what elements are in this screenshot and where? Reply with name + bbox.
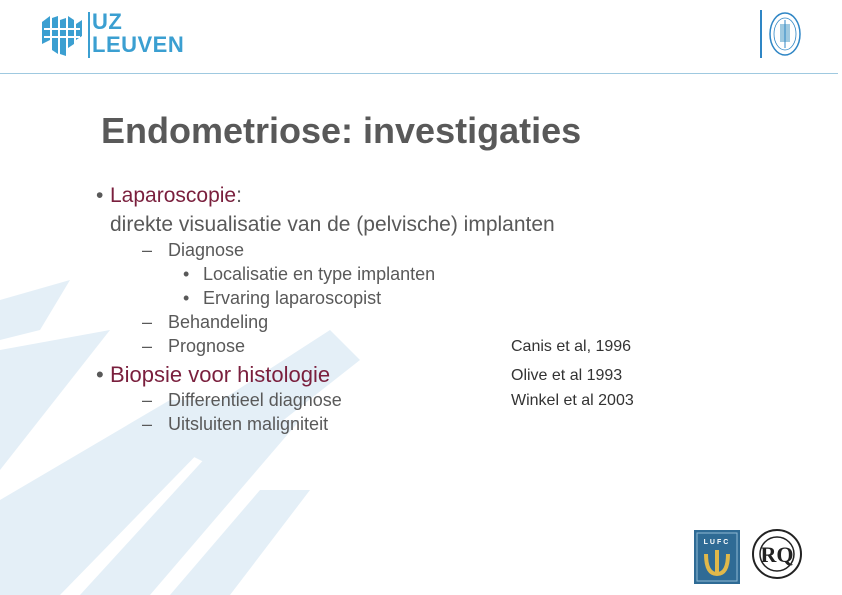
lufc-badge-text: LUFC <box>703 539 731 546</box>
subsubitem-localisatie: • Localisatie en type implanten <box>183 264 436 284</box>
subsubitem-label: Ervaring laparoscopist <box>203 288 382 308</box>
subitem-behandeling: – Behandeling <box>142 312 269 332</box>
reference-canis: Canis et al, 1996 <box>511 338 632 355</box>
bullet-term: Laparoscopie <box>110 184 237 207</box>
subitem-label: Diagnose <box>168 240 245 260</box>
subitem-differentieel: – Differentieel diagnose <box>142 390 342 410</box>
subitem-label: Behandeling <box>168 312 269 332</box>
subsubitem-ervaring: • Ervaring laparoscopist <box>183 288 382 308</box>
subitem-diagnose: – Diagnose <box>142 240 245 260</box>
reference-winkel: Winkel et al 2003 <box>511 392 634 409</box>
logo-divider <box>88 12 90 58</box>
subsubitem-label: Localisatie en type implanten <box>203 264 436 284</box>
uz-leuven-logo <box>92 10 184 56</box>
bullet-term: Biopsie voor histologie <box>110 362 331 387</box>
slide-title: Endometriose: investigaties <box>101 110 582 151</box>
lufc-badge-icon <box>694 530 740 584</box>
rq-certification-icon <box>751 528 803 580</box>
subitem-label: Prognose <box>168 336 246 356</box>
subitem-prognose: – Prognose <box>142 336 246 356</box>
reference-olive: Olive et al 1993 <box>511 367 623 384</box>
logo-line-uz: UZ <box>92 9 123 34</box>
seal-divider <box>760 10 762 58</box>
bullet-icon: • <box>96 184 104 207</box>
subitem-label: Differentieel diagnose <box>168 390 342 410</box>
bullet-description: direkte visualisatie van de (pelvische) implanten <box>110 213 555 236</box>
bullet-biopsie <box>96 361 331 389</box>
university-seal-icon <box>768 10 802 58</box>
subitem-uitsluiten: – Uitsluiten maligniteit <box>142 414 329 434</box>
header-divider <box>0 73 838 74</box>
bullet-laparoscopie <box>96 181 555 239</box>
subitem-label: Uitsluiten maligniteit <box>168 414 329 434</box>
rq-letters: RQ <box>760 542 794 567</box>
uz-leuven-logo-icon <box>40 14 84 58</box>
bullet-icon: • <box>96 362 104 387</box>
logo-line-leuven: LEUVEN <box>92 32 185 57</box>
bullet-separator: : <box>236 184 242 207</box>
